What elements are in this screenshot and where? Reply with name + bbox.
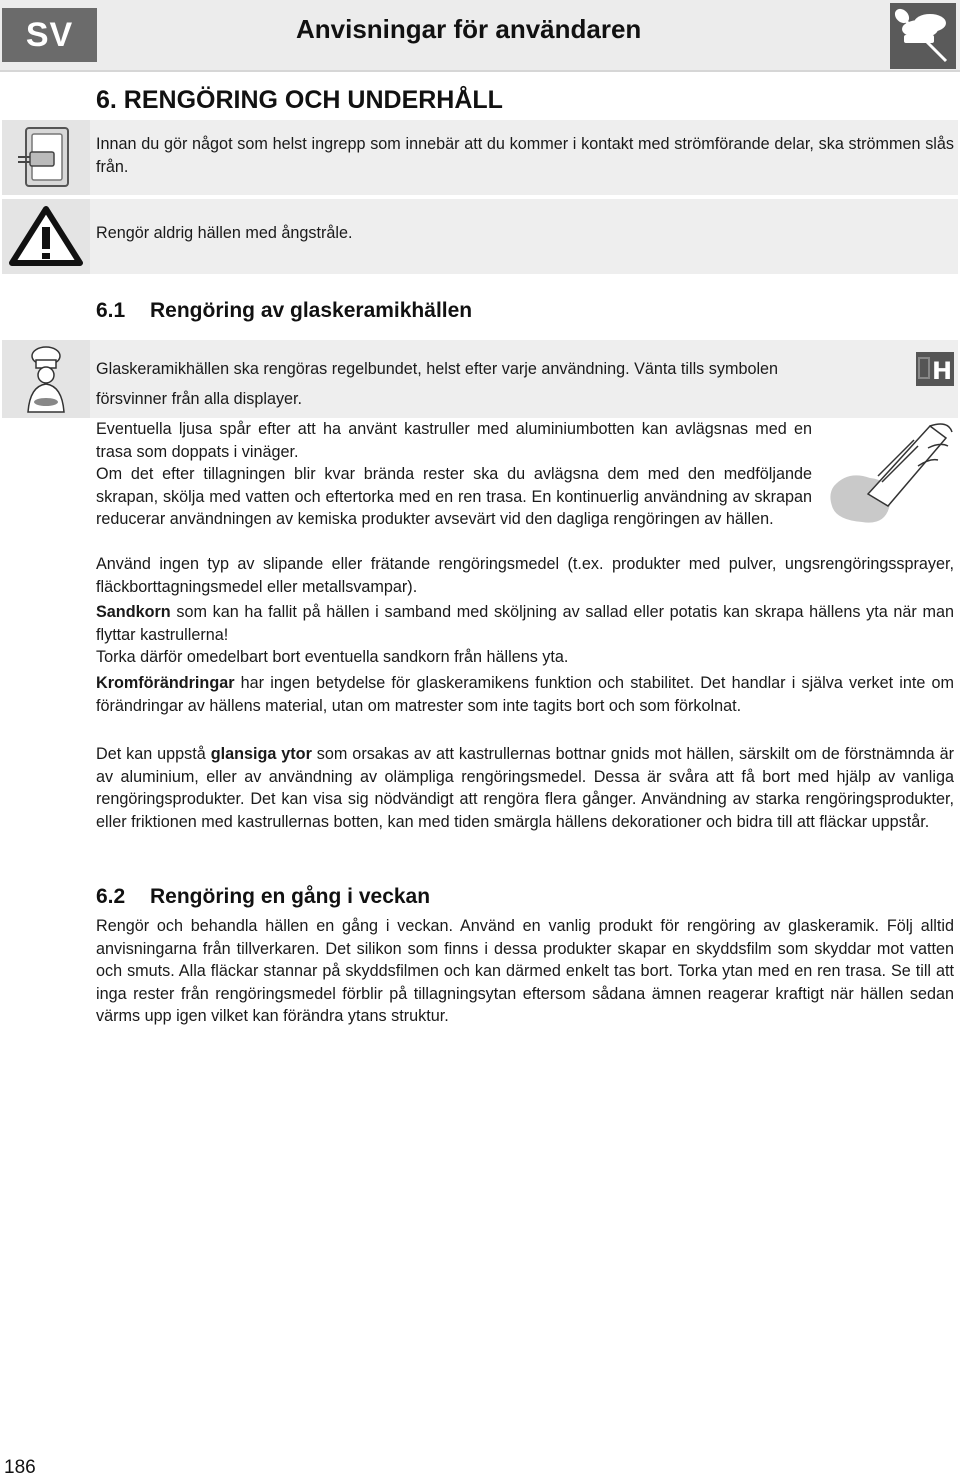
paragraph-vinegar: Eventuella ljusa spår efter att ha använt kastruller med aluminiumbotten kan avlägsnas med en trasa som doppats i vinäger. [96, 420, 812, 461]
paragraph-glossy [96, 743, 954, 833]
language-badge: SV [2, 8, 97, 62]
chef-hat-spoon-icon [890, 3, 956, 69]
chef-icon [2, 340, 90, 418]
glossy-term: glansiga ytor [210, 745, 312, 763]
residual-heat-h-icon [916, 352, 954, 386]
paragraph-sand-2: Torka därför omedelbart bort eventuella sandkorn från hällens yta. [96, 648, 569, 666]
sand-term: Sandkorn [96, 603, 171, 621]
svg-text:H: H [931, 357, 953, 385]
warning-triangle-icon [2, 199, 90, 274]
paragraph-sand [96, 601, 954, 646]
notice-power-text: Innan du gör något som helst ingrepp som innebär att du kommer i kontakt med strömförande delar, ska strömmen slås från. [96, 135, 954, 176]
glossy-text: som orsakas av att kastrullernas bottnar gnids mot hällen, särskilt om de förstnämnda är av aluminium, eller av användning av olämpliga rengöringsmedel. Dessa är svåra att få bort med hjälp av vanliga rengöringsprodukter. Det kan visa sig nödvändigt att rengöra flera gånger. Användning av starka rengöringsprodukter, eller friktionen med kastrullernas botten, kan med tiden smärgla hällens dekorationer och bidra till att fläckar uppstår. [96, 745, 954, 831]
paragraph-chrome [96, 672, 954, 717]
page-number: 186 [4, 1457, 36, 1478]
section-title: 6. RENGÖRING OCH UNDERHÅLL [96, 86, 503, 114]
glossy-pre: Det kan uppstå [96, 745, 211, 763]
intro-line-2: försvinner från alla displayer. [96, 390, 303, 408]
subsection-title-6-2: Rengöring en gång i veckan [150, 885, 431, 908]
chrome-text: har ingen betydelse för glaskeramikens funktion och stabilitet. Det handlar i själva verket inte om förändringar av hällens material, utan om matrester som inte tagits bort och som förkolnat. [96, 674, 954, 715]
paragraph-abrasive: Använd ingen typ av slipande eller frätande rengöringsmedel (t.ex. produkter med pulver, ungsrengöringssprayer, fläckborttagningsmedel eller metallsvampar). [96, 555, 954, 596]
notice-steam-text: Rengör aldrig hällen med ångstråle. [96, 224, 353, 242]
paragraph-weekly: Rengör och behandla hällen en gång i veckan. Använd en vanlig produkt för rengöring av glaskeramik. Följ alltid anvisningarna från tillverkaren. Det silikon som finns i dessa produkter skapar en skyddsfilm som skyddar mot vatten och smuts. Alla fläckar stannar på skyddsfilmen och kan därmed enkelt tas bort. Torka ytan med en ren trasa. Se till att inga rester från rengöringsmedel förblir på tillagningsytan eftersom sådana ämnen reagerar kraftigt när hällen sedan värms upp igen vilket kan förändra ytans struktur. [96, 917, 954, 1026]
subsection-number-6-1: 6.1 [96, 299, 126, 322]
paragraph-scraper: Om det efter tillagningen blir kvar brända rester ska du avlägsna dem med den medföljande skrapan, skölja med vatten och eftertorka med en ren trasa. En kontinuerlig användning av skrapan reducerar användningen av kemiska produkter avsevärt vid den dagliga rengöringen av hällen. [96, 465, 812, 529]
subsection-title-6-1: Rengöring av glaskeramikhällen [150, 299, 473, 322]
page-header-title: Anvisningar för användaren [296, 14, 642, 44]
scraper-illustration-icon [818, 418, 958, 536]
sand-text: som kan ha fallit på hällen i samband med sköljning av sallad eller potatis kan skrapa hällens yta när man flyttar kastrullerna! [96, 603, 954, 644]
intro-line-1: Glaskeramikhällen ska rengöras regelbundet, helst efter varje användning. Vänta tills symbolen [96, 360, 779, 378]
subsection-number-6-2: 6.2 [96, 885, 126, 908]
chrome-term: Kromförändringar [96, 674, 235, 692]
plug-socket-icon [2, 120, 90, 195]
